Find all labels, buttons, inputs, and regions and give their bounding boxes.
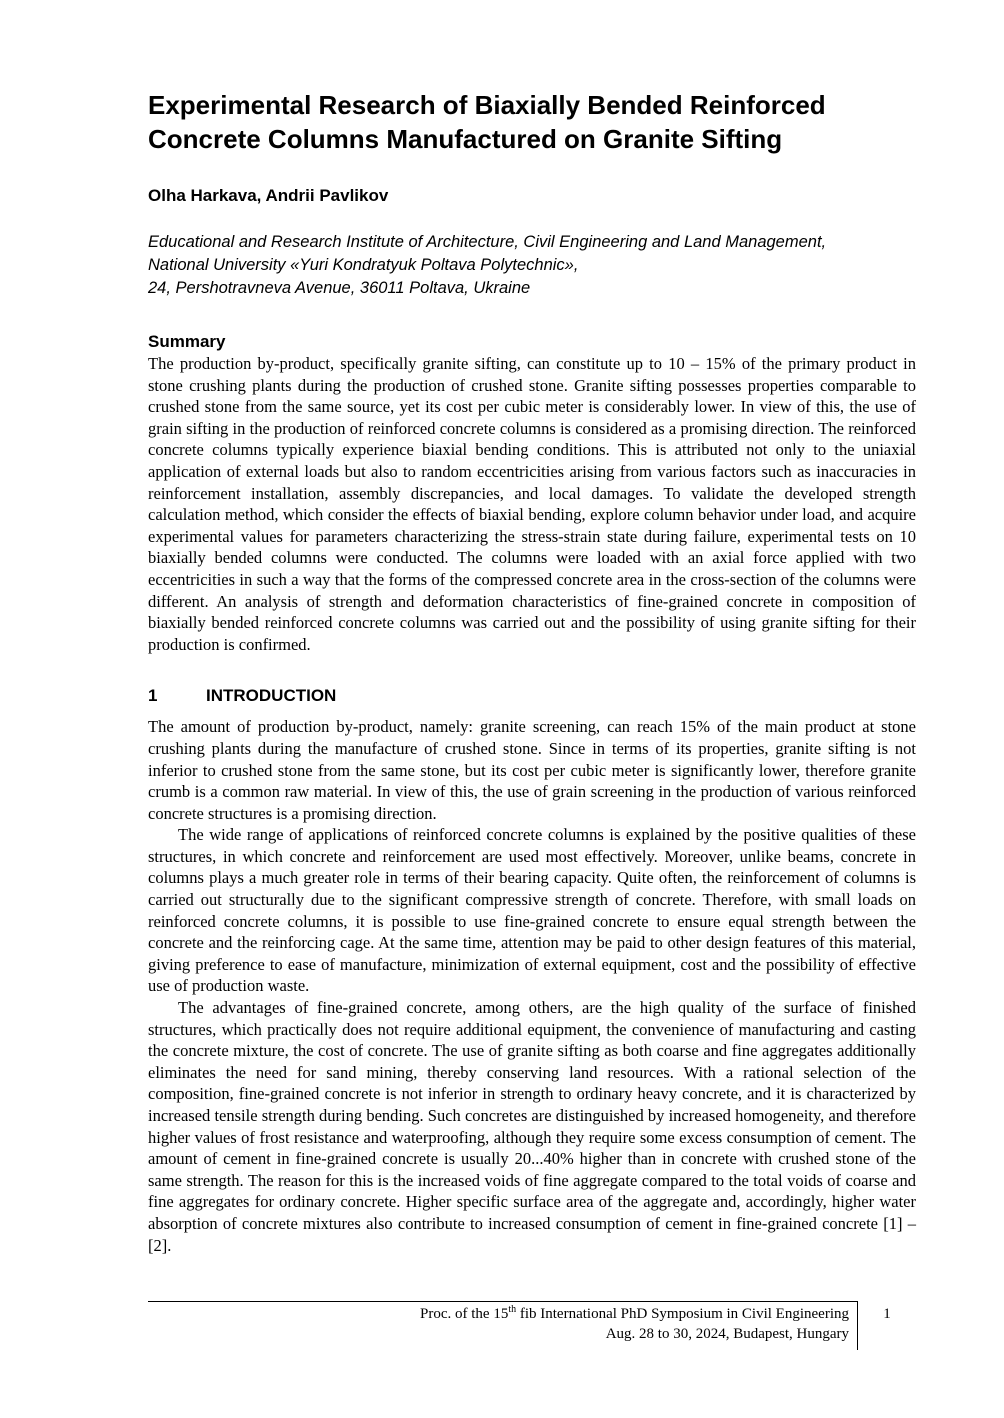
page-footer [148, 1301, 916, 1350]
page-title-line-2: Concrete Columns Manufactured on Granite Sifting [148, 124, 783, 154]
affiliation [148, 231, 916, 300]
introduction-paragraph-1: The amount of production by-product, namely: granite screening, can reach 15% of the main product at stone crushing plants during the manufacture of crushed stone. Since in terms of its properties, granite sifting is not inferior to crushed stone from the same stone, but its cost per cubic meter is significantly lower, therefore granite crumb is a common raw material. In view of this, the use of grain screening in the production of various reinforced concrete structures is a promising direction. [148, 717, 916, 823]
summary-section [148, 353, 916, 655]
introduction-heading [148, 685, 916, 707]
footer-text [148, 1301, 858, 1350]
affiliation-line-1: Educational and Research Institute of Architecture, Civil Engineering and Land Management, [148, 233, 827, 251]
introduction-paragraph-2: The wide range of applications of reinforced concrete columns is explained by the positive qualities of these structures, in which concrete and reinforcement are used most effectively. Moreover, unlike beams, concrete in columns plays a much greater role in terms of their bearing capacity. Quite often, the reinforcement of columns is carried out structurally due to the significant compressive strength of concrete. Therefore, with small loads on reinforced concrete columns, it is possible to use fine-grained concrete to ensure equal strength between the concrete and the reinforcing cage. At the same time, attention may be paid to other design features of this material, giving preference to ease of manufacture, minimization of external equipment, cost and the possibility of effective use of production waste. [148, 825, 916, 996]
page-number: 1 [883, 1306, 891, 1322]
footer-line-2: Aug. 28 to 30, 2024, Budapest, Hungary [605, 1326, 849, 1342]
affiliation-line-2: National University «Yuri Kondratyuk Poltava Polytechnic», [148, 256, 579, 274]
section-number: 1 [148, 686, 158, 706]
page-title [148, 88, 916, 156]
summary-paragraph: The production by-product, specifically granite sifting, can constitute up to 10 – 15% of the primary product in stone crushing plants during the production of crushed stone. Granite sifting possesses properties comparable to crushed stone from the same source, yet its cost per cubic meter is considerably lower. In view of this, the use of grain sifting in the production of reinforced concrete columns is considered as a promising direction. The reinforced concrete columns typically experience biaxial bending conditions. This is attributed not only to the uniaxial application of external loads but also to random eccentricities arising from various factors such as inaccuracies in reinforcement installation, assembly discrepancies, and local damages. To validate the developed strength calculation method, which consider the effects of biaxial bending, explore column behavior under load, and acquire experimental values for parameters characterizing the stress-strain state during failure, experimental tests on 10 biaxially bended columns were conducted. The columns were loaded with an axial force applied with two eccentricities in such a way that the forms of the compressed concrete area in the cross-section of the columns were different. An analysis of strength and deformation characteristics of fine-grained concrete in composition of biaxially bended reinforced concrete columns was carried out and the possibility of using granite sifting for their production is confirmed. [148, 354, 916, 654]
introduction-section [148, 716, 916, 1256]
footer-line-1: Proc. of the 15th fib International PhD Symposium in Civil Engineering [420, 1304, 849, 1322]
summary-heading: Summary [148, 332, 226, 351]
affiliation-line-3: 24, Pershotravneva Avenue, 36011 Poltava, Ukraine [148, 279, 531, 297]
section-title: INTRODUCTION [206, 686, 337, 706]
page-title-line-1: Experimental Research of Biaxially Bended Reinforced [148, 90, 826, 120]
page-content [148, 0, 916, 1256]
introduction-paragraph-3: The advantages of fine-grained concrete, among others, are the high quality of the surface of finished structures, which practically does not require additional equipment, the convenience of manufacturing and casting the concrete mixture, the cost of concrete. The use of granite sifting as both coarse and fine aggregates additionally eliminates the need for sand mining, thereby conserving land resources. With a rational selection of the composition, fine-grained concrete is not inferior in strength to ordinary heavy concrete, and it is characterized by increased tensile strength during bending. Such concretes are distinguished by increased homogeneity, and therefore higher values of frost resistance and waterproofing, although they require some excess consumption of cement. The amount of cement in fine-grained concrete is usually 20...40% higher than in concrete with crushed stone of the same strength. The reason for this is the increased voids of fine aggregate compared to the total voids of coarse and fine aggregates for ordinary concrete. Higher specific surface area of the aggregate and, accordingly, higher water absorption of concrete mixtures also contribute to increased consumption of cement in fine-grained concrete [1] – [2]. [148, 998, 916, 1255]
authors: Olha Harkava, Andrii Pavlikov [148, 186, 389, 205]
footer-ordinal-sup: th [508, 1304, 517, 1315]
